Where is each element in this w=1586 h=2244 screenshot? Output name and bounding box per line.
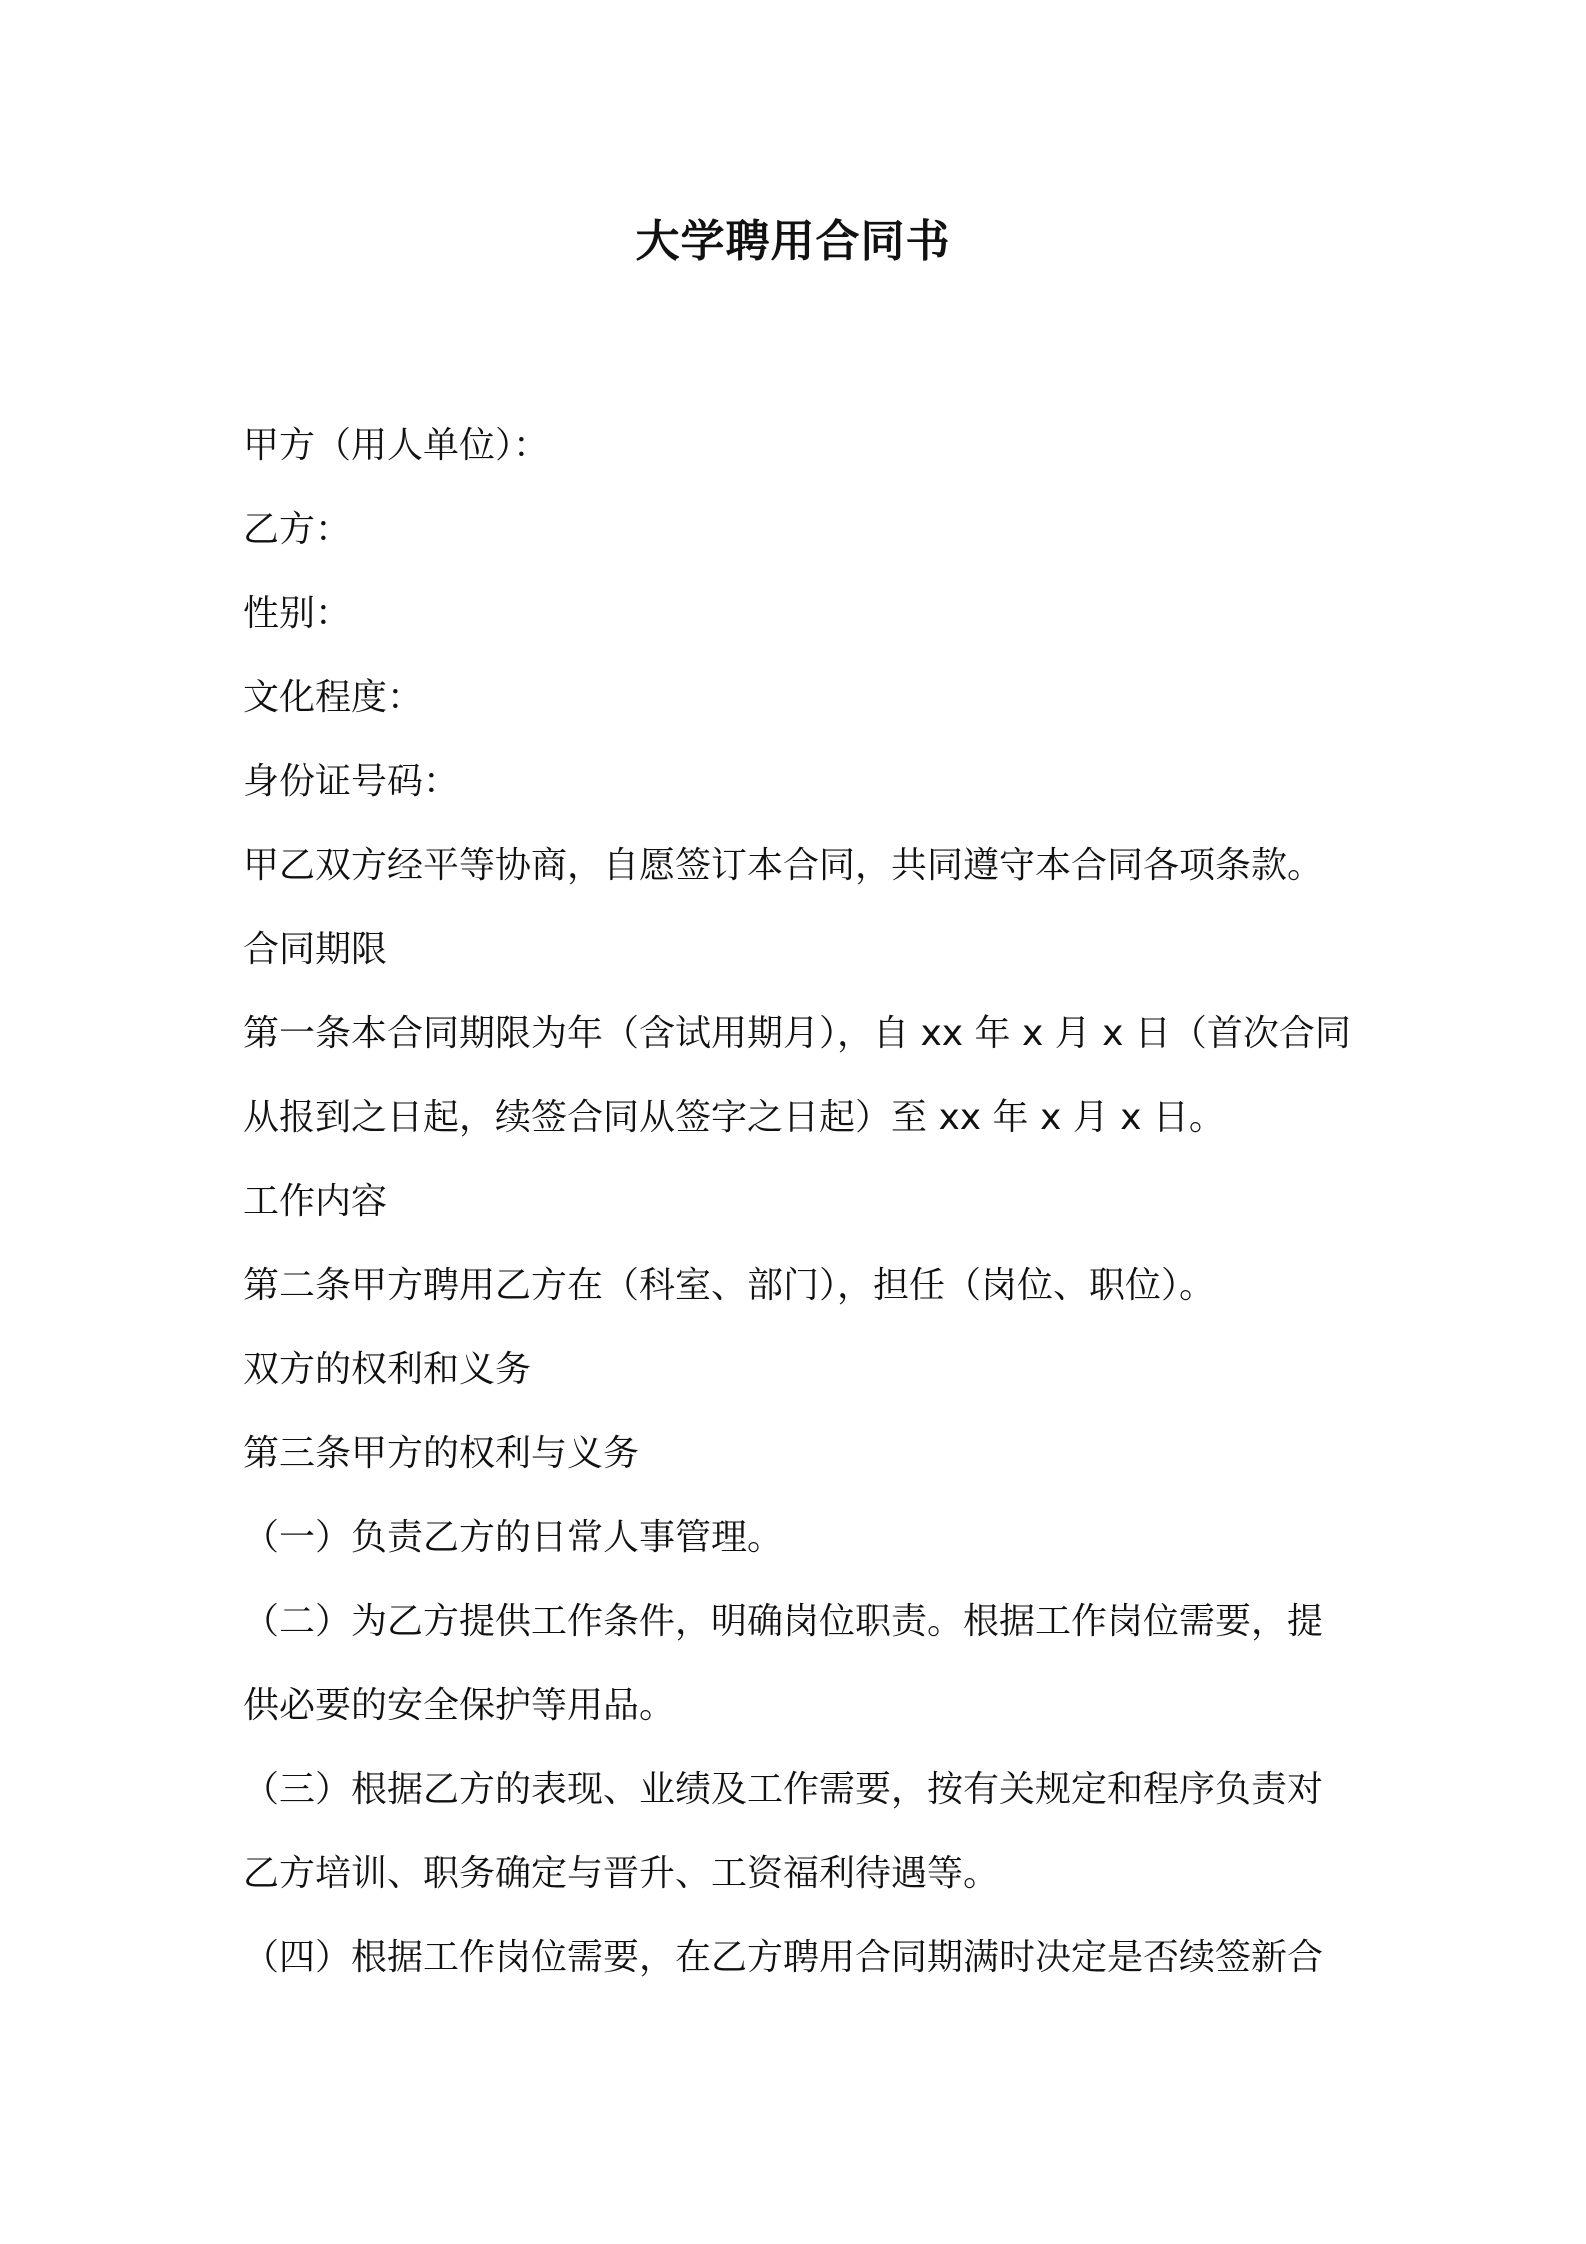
party-b-line: 乙方： <box>243 509 352 550</box>
clause-3-line-1: （三）根据乙方的表现、业绩及工作需要，按有关规定和程序负责对 <box>243 1769 1324 1810</box>
id-number-line: 身份证号码： <box>243 761 460 802</box>
clause-2-line-2: 供必要的安全保护等用品。 <box>243 1685 676 1726</box>
clause-3-line-2: 乙方培训、职务确定与晋升、工资福利待遇等。 <box>243 1853 1000 1894</box>
document-title: 大学聘用合同书 <box>635 216 951 267</box>
article-1-line-1: 第一条本合同期限为年（含试用期月），自 xx 年 x 月 x 日（首次合同 <box>243 1013 1351 1054</box>
preamble-line: 甲乙双方经平等协商，自愿签订本合同，共同遵守本合同各项条款。 <box>243 845 1324 886</box>
section-heading-term: 合同期限 <box>243 929 388 970</box>
document-body <box>243 404 1355 2000</box>
clause-4-line-1: （四）根据工作岗位需要，在乙方聘用合同期满时决定是否续签新合 <box>243 1937 1324 1978</box>
gender-line: 性别： <box>243 593 352 634</box>
clause-1-line: （一）负责乙方的日常人事管理。 <box>243 1517 784 1558</box>
party-a-line: 甲方（用人单位）： <box>243 425 550 466</box>
section-heading-work: 工作内容 <box>243 1181 388 1222</box>
education-line: 文化程度： <box>243 677 424 718</box>
section-heading-rights: 双方的权利和义务 <box>243 1349 532 1390</box>
article-2-line: 第二条甲方聘用乙方在（科室、部门），担任（岗位、职位）。 <box>243 1265 1216 1306</box>
clause-2-line-1: （二）为乙方提供工作条件，明确岗位职责。根据工作岗位需要，提 <box>243 1601 1324 1642</box>
article-3-heading: 第三条甲方的权利与义务 <box>243 1433 640 1474</box>
article-1-line-2: 从报到之日起，续签合同从签字之日起）至 xx 年 x 月 x 日。 <box>243 1097 1225 1138</box>
